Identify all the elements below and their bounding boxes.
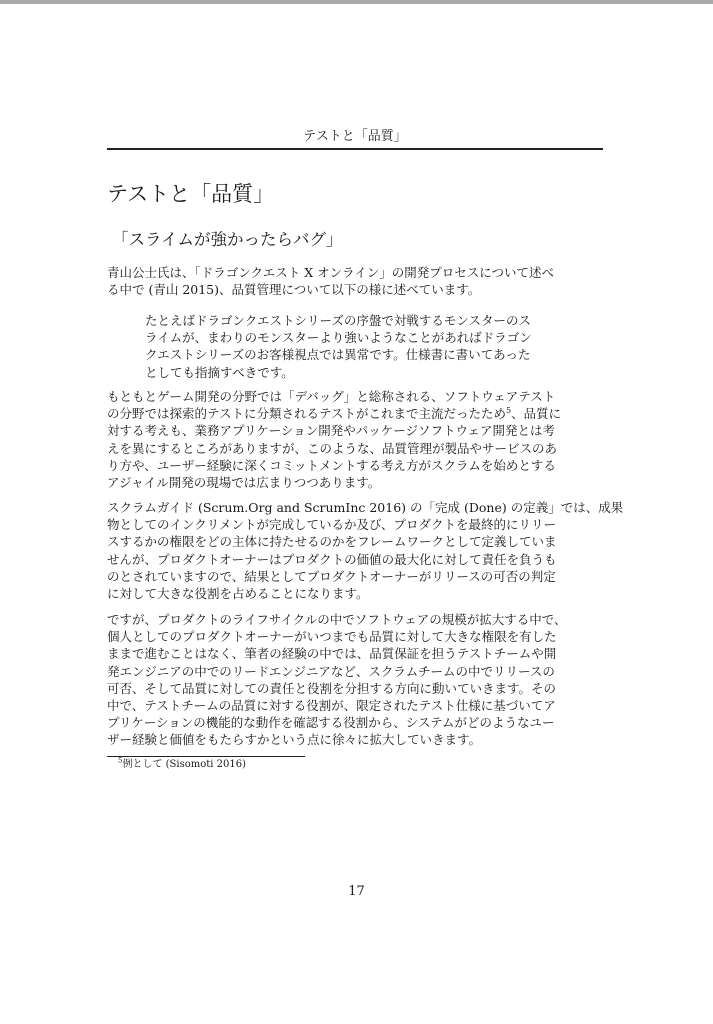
header-rule [107, 148, 603, 150]
running-header: テストと「品質」 [303, 129, 407, 144]
paragraph-line: に対して大きな役割を占めることになります。 [107, 586, 369, 602]
chapter-title: テストと「品質」 [107, 182, 275, 206]
paragraph-scrum-guide [107, 499, 624, 602]
footnote-text: 例として (Sisomoti 2016) [122, 759, 246, 770]
paragraph-line-text: 、品質に [511, 406, 562, 422]
footnote [118, 758, 246, 772]
footnote-number: 5 [118, 756, 123, 765]
footnote-rule [107, 756, 305, 757]
paragraph-line: ザー経験と価値をもたらすかという点に徐々に拡大していきます。 [107, 732, 482, 748]
intro-paragraph [107, 264, 607, 298]
paragraph-line: 発エンジニアの中でのリードエンジニアなど、スクラムチームの中でリリースの [107, 663, 555, 679]
paragraph-game-debug [107, 388, 607, 491]
paragraph-line: ですが、プロダクトのライフサイクルの中でソフトウェアの規模が拡大する中で、 [107, 612, 567, 627]
paragraph-line: 青山公士氏は、「ドラゴンクエスト X オンライン」の開発プロセスについて述べ [107, 265, 554, 280]
section-title: 「スライムが強かったらバグ」 [112, 230, 343, 249]
paragraph-line: せんが、プロダクトオーナーはプロダクトの価値の最大化に対して責任を負うも [107, 551, 557, 567]
top-border [0, 0, 713, 4]
quote-line: たとえばドラゴンクエストシリーズの序盤で対戦するモンスターのス [145, 313, 532, 328]
quote-line: としても指摘すべきです。 [145, 364, 294, 380]
block-quote [145, 312, 575, 381]
paragraph-product-lifecycle [107, 611, 607, 749]
paragraph-line: 中で、テストチームの品質に対する役割が、限定されたテスト仕様に基づいてア [107, 698, 556, 714]
paragraph-line-text: の分野では探索的テストに分類されるテストがこれまで主流だったため [107, 406, 507, 422]
paragraph-line: もともとゲーム開発の分野では「デバッグ」と総称される、ソフトウェアテスト [107, 389, 556, 404]
quote-line: ライムが、まわりのモンスターより強いようなことがあればドラゴン [145, 330, 532, 346]
paragraph-line: のとされていますので、結果としてプロダクトオーナーがリリースの可否の判定 [107, 568, 556, 584]
quote-line: クエストシリーズのお客様視点では異常です。仕様書に書いてあった [145, 347, 531, 363]
page-number: 17 [348, 884, 365, 899]
paragraph-line: ままで進むことはなく、筆者の経験の中では、品質保証を担うテストチームや開 [107, 646, 557, 662]
paragraph-line [107, 405, 607, 422]
paragraph-line: る中で (青山 2015)、品質管理について以下の様に述べています。 [107, 282, 481, 298]
paragraph-line: 可否、そして品質に対しての責任と役割を分担する方向に動いていきます。その [107, 680, 557, 696]
paragraph-line: 個人としてのプロダクトオーナーがいつまでも品質に対して大きな権限を有した [107, 629, 557, 645]
paragraph-line: プリケーションの機能的な動作を確認する役割から、システムがどのようなユー [107, 715, 555, 731]
paragraph-line: 対する考えも、業務アプリケーション開発やパッケージソフトウェア開発とは考 [107, 423, 556, 439]
paragraph-line: スするかの権限をどの主体に持たせるのかをフレームワークとして定義していま [107, 534, 557, 550]
footnote-reference[interactable]: 5 [506, 406, 512, 416]
paragraph-line: アジャイル開発の現場では広まりつつあります。 [107, 475, 381, 491]
paragraph-line: 物としてのインクリメントが完成しているか及び、プロダクトを最終的にリリー [107, 517, 557, 533]
paragraph-line: えを異にするところがありますが、このような、品質管理が製品やサービスのあ [107, 440, 558, 456]
paragraph-line: り方や、ユーザー経験に深くコミットメントする考え方がスクラムを始めとする [107, 457, 556, 473]
paragraph-line: スクラムガイド (Scrum.Org and ScrumInc 2016) の「完成 (Done) の定義」では、成果 [107, 500, 624, 515]
